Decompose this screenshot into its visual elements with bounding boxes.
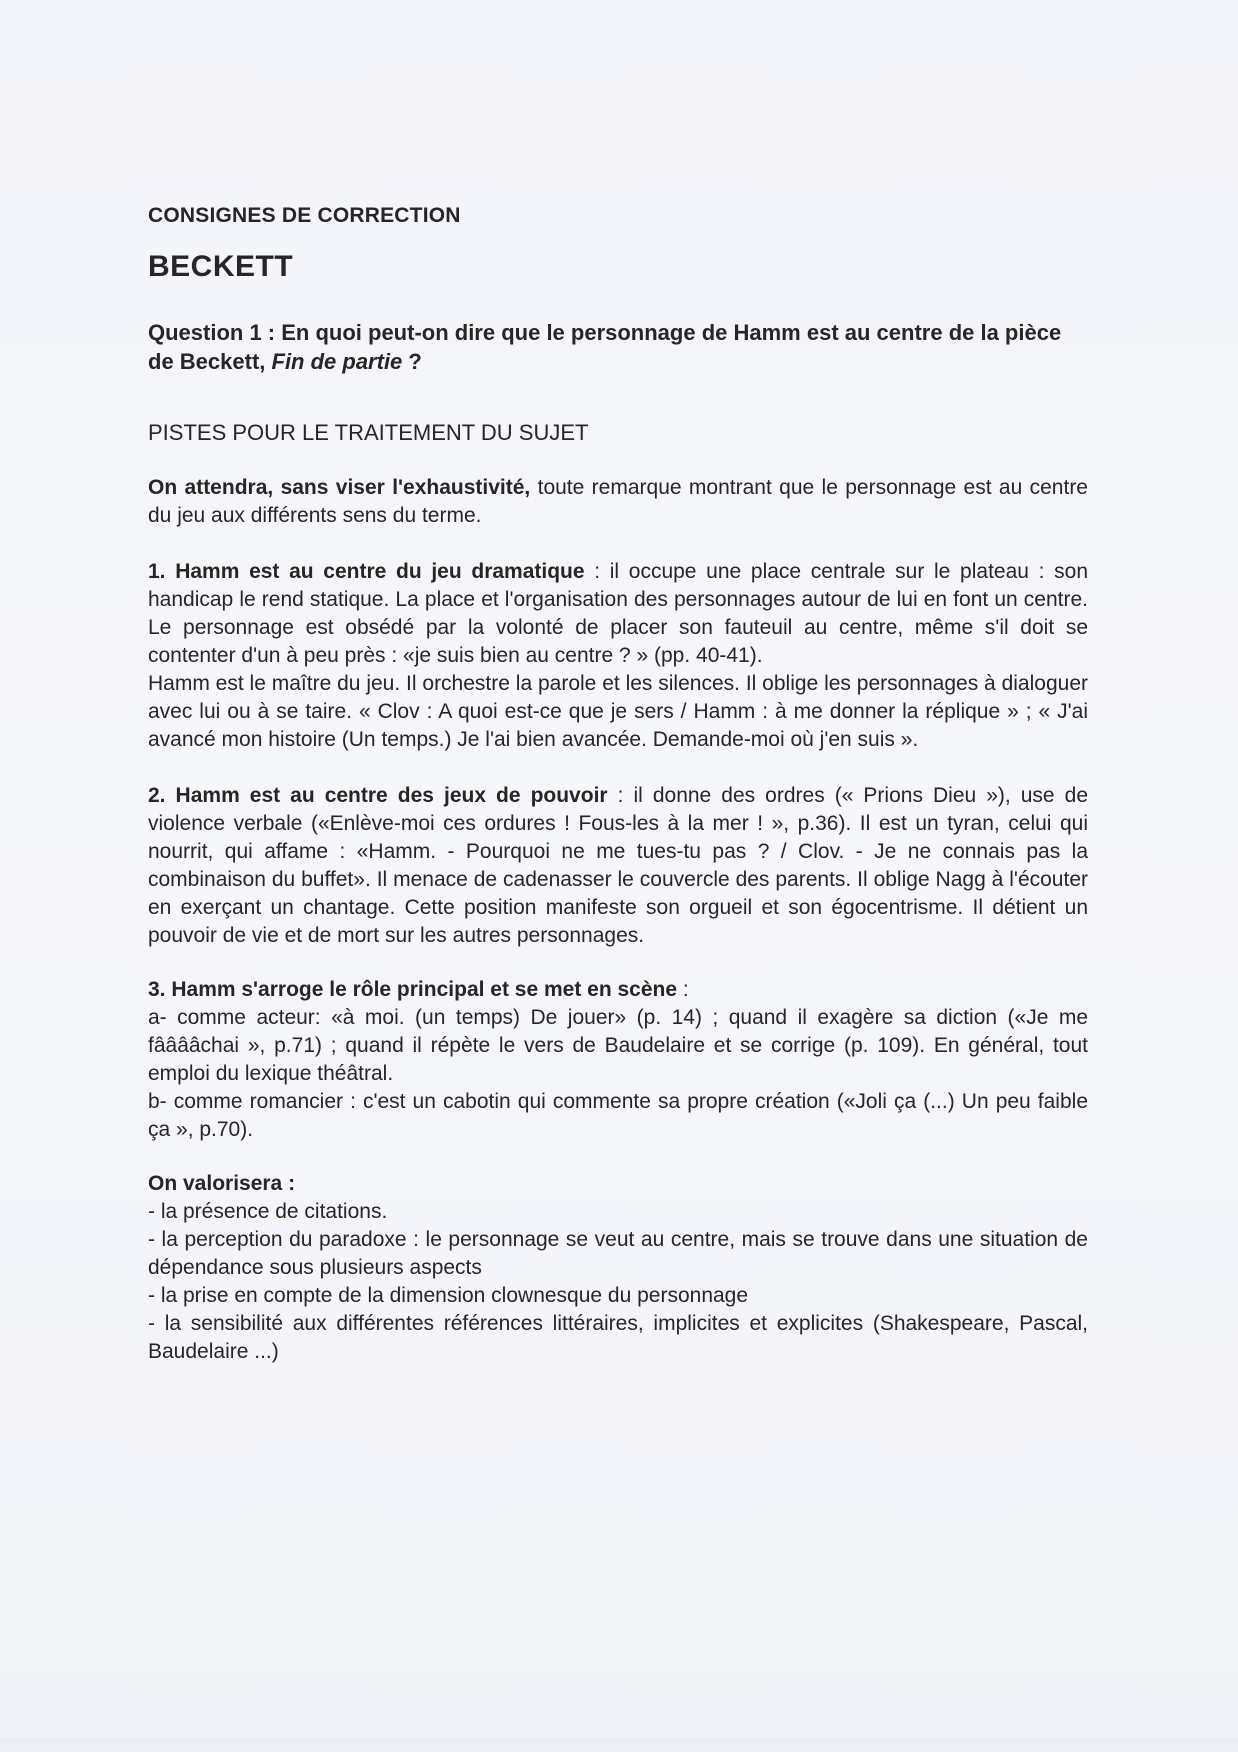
question-1	[148, 318, 1088, 376]
work-title: Fin de partie	[271, 349, 403, 374]
intro-text: toute remarque montrant que le personnage est au centre du jeu aux différents sens du terme.	[148, 476, 1088, 527]
point-3-item-a: a- comme acteur: «à moi. (un temps) De jouer» (p. 14) ; quand il exagère sa diction («Je me fââââchai », p.71) ; quand il répète le vers de Baudelaire et se corrige (p. 109). En général, tout emploi du lexique théâtral.	[148, 1006, 1088, 1085]
point-3-heading: 3. Hamm s'arroge le rôle principal et se met en scène	[148, 978, 678, 1001]
document-label: CONSIGNES DE CORRECTION	[148, 204, 461, 227]
list-item: - la perception du paradoxe : le personnage se veut au centre, mais se trouve dans une situation de dépendance sous plusieurs aspects	[148, 1228, 1088, 1279]
point-1-paragraph-2: Hamm est le maître du jeu. Il orchestre la parole et les silences. Il oblige les personnages à dialoguer avec lui ou à se taire. « Clov : A quoi est-ce que je sers / Hamm : à me donner la réplique » ; « J'ai avancé mon histoire (Un temps.) Je l'ai bien avancée. Demande-moi où j'en suis ».	[148, 672, 1088, 751]
list-item: - la sensibilité aux différentes références littéraires, implicites et explicites (Shakespeare, Pascal, Baudelaire ...)	[148, 1312, 1088, 1363]
intro-lead: On attendra, sans viser l'exhaustivité,	[148, 476, 531, 499]
question-end: ?	[402, 349, 422, 374]
document-body	[148, 204, 1088, 1366]
point-2-heading: 2. Hamm est au centre des jeux de pouvoir	[148, 784, 608, 807]
point-1-text: : il occupe une place centrale sur le plateau : son handicap le rend statique. La place et l'organisation des personnages autour de lui en font un centre. Le personnage est obsédé par la volonté de placer son fauteuil au centre, même s'il doit se contenter d'un à peu près : «je suis bien au centre ? » (pp. 40-41).	[148, 560, 1089, 667]
scan-bottom-edge	[0, 1738, 1238, 1752]
point-2-paragraph	[148, 782, 1088, 950]
point-2	[148, 782, 1088, 950]
list-item: - la prise en compte de la dimension clownesque du personnage	[148, 1284, 749, 1307]
point-3-colon: :	[677, 978, 689, 1001]
section-heading: PISTES POUR LE TRAITEMENT DU SUJET	[148, 420, 589, 445]
list-item: - la présence de citations.	[148, 1200, 388, 1223]
point-3-item-b: b- comme romancier : c'est un cabotin qui commente sa propre création («Joli ça (...) Un peu faible ça », p.70).	[148, 1090, 1088, 1141]
point-1	[148, 558, 1088, 754]
question-text: Question 1 : En quoi peut-on dire que le personnage de Hamm est au centre de la pièce de Beckett,	[148, 320, 1062, 374]
point-2-text: : il donne des ordres (« Prions Dieu »), use de violence verbale («Enlève-moi ces ordures ! Fous-les à la mer ! », p.36). Il est un tyran, celui qui nourrit, qui affame : «Hamm. - Pourquoi ne me tues-tu pas ? / Clov. - Je ne connais pas la combinaison du buffet». Il menace de cadenasser le couvercle des parents. Il oblige Nagg à l'écouter en exerçant un chantage. Cette position manifeste son orgueil et son égocentrisme. Il détient un pouvoir de vie et de mort sur les autres personnages.	[148, 784, 1088, 947]
document-title: BECKETT	[148, 250, 294, 283]
valorisation-heading: On valorisera :	[148, 1172, 296, 1195]
intro-paragraph	[148, 474, 1088, 530]
point-1-paragraph-1	[148, 558, 1088, 670]
point-1-heading: 1. Hamm est au centre du jeu dramatique	[148, 560, 585, 583]
point-3-heading-line	[148, 976, 1088, 1004]
point-3	[148, 976, 1088, 1144]
valorisation-list	[148, 1198, 1088, 1366]
